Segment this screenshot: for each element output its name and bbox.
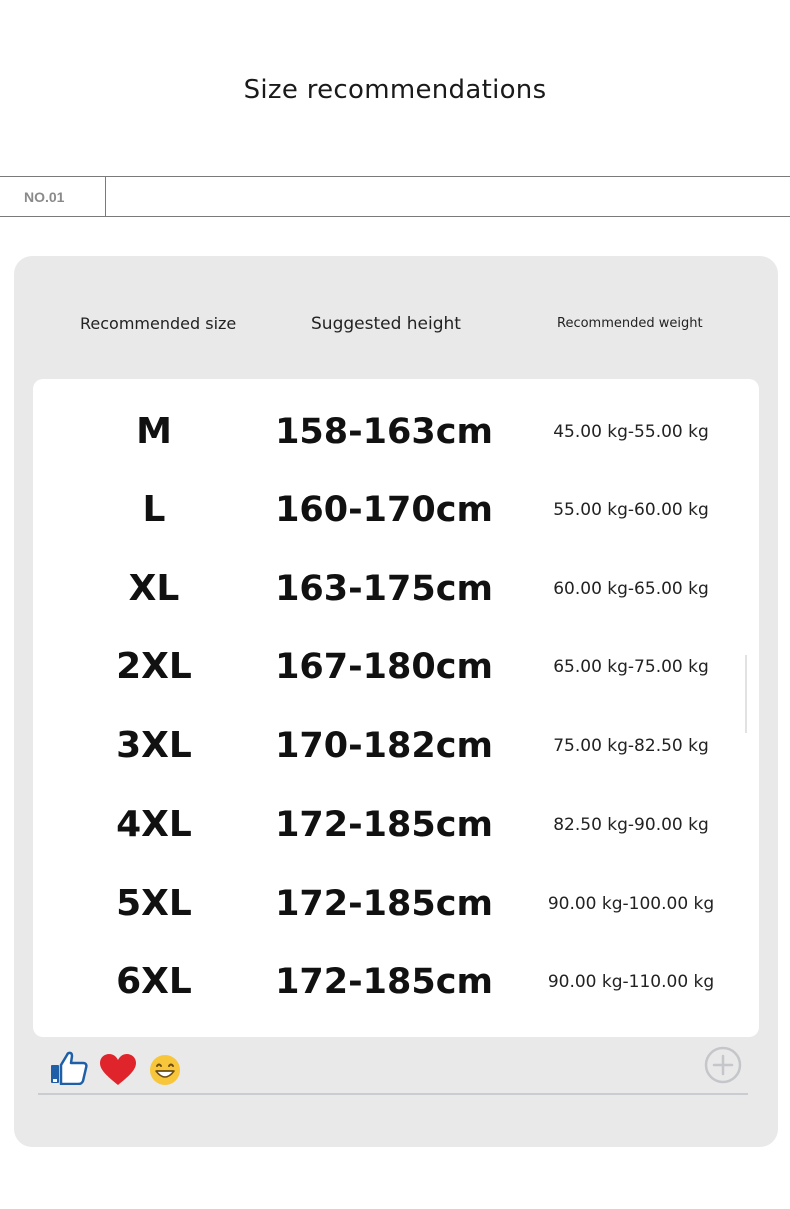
size-cell: XL (128, 568, 180, 609)
size-cell: 4XL (116, 804, 192, 845)
table-row (33, 716, 759, 776)
footer-divider (38, 1093, 748, 1095)
header-recommended-size: Recommended size (80, 314, 237, 333)
header-recommended-weight: Recommended weight (557, 316, 703, 331)
size-cell: M (136, 411, 172, 452)
height-cell: 172-185cm (275, 884, 493, 924)
page-title: Size recommendations (243, 75, 547, 105)
size-cell: L (142, 489, 166, 530)
height-cell: 170-182cm (275, 726, 493, 766)
size-cell: 2XL (116, 646, 192, 687)
weight-cell: 90.00 kg-110.00 kg (547, 972, 715, 992)
weight-cell: 90.00 kg-100.00 kg (547, 894, 715, 914)
heart-icon[interactable] (99, 1053, 137, 1087)
height-cell: 158-163cm (275, 412, 493, 452)
size-cell: 6XL (116, 961, 192, 1002)
weight-cell: 55.00 kg-60.00 kg (553, 500, 709, 520)
height-cell: 172-185cm (275, 805, 493, 845)
height-cell: 172-185cm (275, 962, 493, 1002)
size-table (33, 379, 759, 1037)
weight-cell: 60.00 kg-65.00 kg (553, 579, 709, 599)
table-row (33, 559, 759, 619)
grinning-face-icon[interactable] (148, 1053, 182, 1087)
thumbs-up-icon[interactable] (50, 1051, 88, 1085)
table-row (33, 637, 759, 697)
weight-cell: 82.50 kg-90.00 kg (553, 815, 709, 835)
height-cell: 163-175cm (275, 569, 493, 609)
add-circle-icon[interactable] (704, 1046, 742, 1084)
table-row (33, 952, 759, 1012)
weight-cell: 65.00 kg-75.00 kg (553, 657, 709, 677)
height-cell: 160-170cm (275, 490, 493, 530)
table-row (33, 795, 759, 855)
weight-cell: 75.00 kg-82.50 kg (553, 736, 709, 756)
section-label: NO.01 (0, 177, 106, 216)
section-bar (0, 176, 790, 217)
divider (745, 655, 747, 733)
height-cell: 167-180cm (275, 647, 493, 687)
weight-cell: 45.00 kg-55.00 kg (553, 422, 709, 442)
table-row (33, 402, 759, 462)
table-row (33, 480, 759, 540)
table-row (33, 874, 759, 934)
size-cell: 5XL (116, 883, 192, 924)
size-cell: 3XL (116, 725, 192, 766)
header-suggested-height: Suggested height (311, 314, 461, 334)
